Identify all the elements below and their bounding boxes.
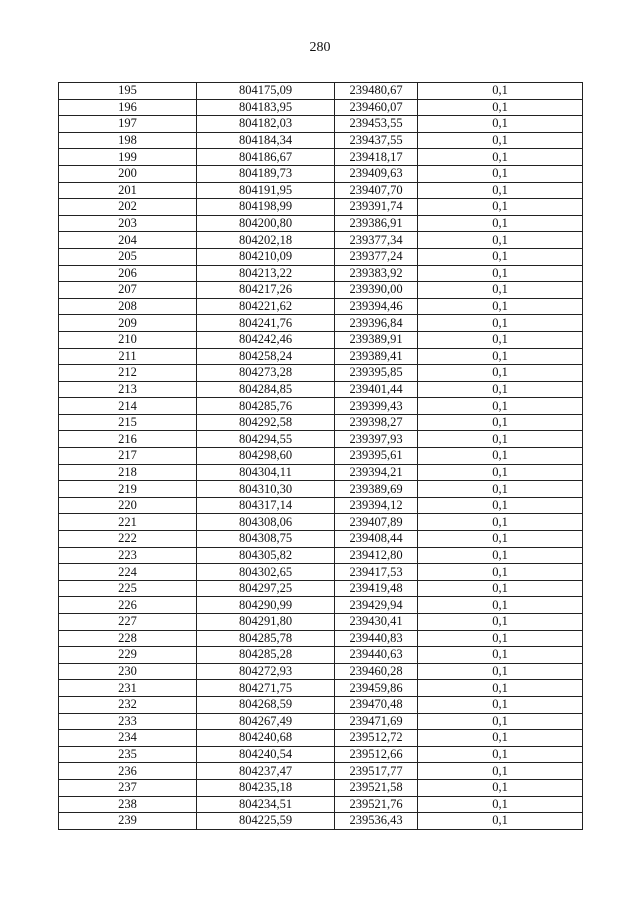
table-row [59,414,583,431]
point-number-cell: 215 [59,414,197,431]
accuracy-cell: 0,1 [418,730,583,747]
accuracy-cell: 0,1 [418,514,583,531]
point-number-cell: 212 [59,365,197,382]
y-coordinate-cell: 239480,67 [335,83,418,100]
x-coordinate-cell: 804191,95 [197,182,335,199]
x-coordinate-cell: 804234,51 [197,796,335,813]
table-row [59,331,583,348]
table-row [59,365,583,382]
x-coordinate-cell: 804285,76 [197,398,335,415]
point-number-cell: 216 [59,431,197,448]
y-coordinate-cell: 239412,80 [335,547,418,564]
accuracy-cell: 0,1 [418,182,583,199]
point-number-cell: 214 [59,398,197,415]
point-number-cell: 230 [59,663,197,680]
x-coordinate-cell: 804291,80 [197,614,335,631]
point-number-cell: 197 [59,116,197,133]
x-coordinate-cell: 804268,59 [197,696,335,713]
table-row [59,630,583,647]
table-row [59,116,583,133]
accuracy-cell: 0,1 [418,215,583,232]
point-number-cell: 203 [59,215,197,232]
table-row [59,481,583,498]
point-number-cell: 235 [59,746,197,763]
table-row [59,132,583,149]
accuracy-cell: 0,1 [418,99,583,116]
x-coordinate-cell: 804308,06 [197,514,335,531]
y-coordinate-cell: 239437,55 [335,132,418,149]
table-row [59,547,583,564]
x-coordinate-cell: 804210,09 [197,248,335,265]
point-number-cell: 224 [59,564,197,581]
x-coordinate-cell: 804235,18 [197,779,335,796]
y-coordinate-cell: 239512,66 [335,746,418,763]
x-coordinate-cell: 804241,76 [197,315,335,332]
point-number-cell: 220 [59,497,197,514]
table-row [59,298,583,315]
accuracy-cell: 0,1 [418,564,583,581]
y-coordinate-cell: 239418,17 [335,149,418,166]
y-coordinate-cell: 239521,76 [335,796,418,813]
table-row [59,696,583,713]
point-number-cell: 238 [59,796,197,813]
x-coordinate-cell: 804267,49 [197,713,335,730]
accuracy-cell: 0,1 [418,232,583,249]
y-coordinate-cell: 239397,93 [335,431,418,448]
x-coordinate-cell: 804273,28 [197,365,335,382]
accuracy-cell: 0,1 [418,680,583,697]
x-coordinate-cell: 804183,95 [197,99,335,116]
table-row [59,713,583,730]
accuracy-cell: 0,1 [418,647,583,664]
y-coordinate-cell: 239407,89 [335,514,418,531]
point-number-cell: 226 [59,597,197,614]
x-coordinate-cell: 804225,59 [197,813,335,830]
table-row [59,647,583,664]
point-number-cell: 236 [59,763,197,780]
x-coordinate-cell: 804186,67 [197,149,335,166]
table-row [59,381,583,398]
accuracy-cell: 0,1 [418,165,583,182]
table-row [59,730,583,747]
table-row [59,83,583,100]
x-coordinate-cell: 804182,03 [197,116,335,133]
y-coordinate-cell: 239396,84 [335,315,418,332]
x-coordinate-cell: 804202,18 [197,232,335,249]
x-coordinate-cell: 804285,78 [197,630,335,647]
y-coordinate-cell: 239383,92 [335,265,418,282]
y-coordinate-cell: 239394,46 [335,298,418,315]
accuracy-cell: 0,1 [418,614,583,631]
x-coordinate-cell: 804198,99 [197,199,335,216]
y-coordinate-cell: 239395,85 [335,365,418,382]
point-number-cell: 199 [59,149,197,166]
x-coordinate-cell: 804297,25 [197,580,335,597]
x-coordinate-cell: 804308,75 [197,531,335,548]
table-row [59,265,583,282]
point-number-cell: 206 [59,265,197,282]
y-coordinate-cell: 239521,58 [335,779,418,796]
accuracy-cell: 0,1 [418,365,583,382]
y-coordinate-cell: 239429,94 [335,597,418,614]
point-number-cell: 231 [59,680,197,697]
x-coordinate-cell: 804221,62 [197,298,335,315]
point-number-cell: 204 [59,232,197,249]
table-row [59,215,583,232]
x-coordinate-cell: 804317,14 [197,497,335,514]
y-coordinate-cell: 239512,72 [335,730,418,747]
x-coordinate-cell: 804294,55 [197,431,335,448]
accuracy-cell: 0,1 [418,315,583,332]
accuracy-cell: 0,1 [418,580,583,597]
coordinates-table-body [59,83,583,830]
point-number-cell: 227 [59,614,197,631]
y-coordinate-cell: 239399,43 [335,398,418,415]
accuracy-cell: 0,1 [418,481,583,498]
y-coordinate-cell: 239409,63 [335,165,418,182]
point-number-cell: 234 [59,730,197,747]
table-row [59,149,583,166]
table-row [59,663,583,680]
x-coordinate-cell: 804175,09 [197,83,335,100]
table-row [59,580,583,597]
accuracy-cell: 0,1 [418,696,583,713]
x-coordinate-cell: 804305,82 [197,547,335,564]
accuracy-cell: 0,1 [418,497,583,514]
accuracy-cell: 0,1 [418,265,583,282]
y-coordinate-cell: 239536,43 [335,813,418,830]
accuracy-cell: 0,1 [418,116,583,133]
x-coordinate-cell: 804290,99 [197,597,335,614]
table-row [59,448,583,465]
x-coordinate-cell: 804292,58 [197,414,335,431]
y-coordinate-cell: 239430,41 [335,614,418,631]
y-coordinate-cell: 239460,07 [335,99,418,116]
accuracy-cell: 0,1 [418,763,583,780]
accuracy-cell: 0,1 [418,331,583,348]
y-coordinate-cell: 239389,91 [335,331,418,348]
table-row [59,497,583,514]
table-row [59,431,583,448]
point-number-cell: 228 [59,630,197,647]
x-coordinate-cell: 804258,24 [197,348,335,365]
accuracy-cell: 0,1 [418,431,583,448]
accuracy-cell: 0,1 [418,597,583,614]
point-number-cell: 225 [59,580,197,597]
point-number-cell: 205 [59,248,197,265]
point-number-cell: 219 [59,481,197,498]
point-number-cell: 237 [59,779,197,796]
accuracy-cell: 0,1 [418,381,583,398]
table-row [59,531,583,548]
table-row [59,315,583,332]
point-number-cell: 201 [59,182,197,199]
y-coordinate-cell: 239470,48 [335,696,418,713]
table-row [59,614,583,631]
y-coordinate-cell: 239394,12 [335,497,418,514]
point-number-cell: 211 [59,348,197,365]
accuracy-cell: 0,1 [418,531,583,548]
y-coordinate-cell: 239417,53 [335,564,418,581]
y-coordinate-cell: 239401,44 [335,381,418,398]
table-row [59,199,583,216]
page-number: 280 [309,40,331,55]
table-row [59,232,583,249]
table-row [59,464,583,481]
accuracy-cell: 0,1 [418,547,583,564]
y-coordinate-cell: 239377,34 [335,232,418,249]
point-number-cell: 210 [59,331,197,348]
accuracy-cell: 0,1 [418,348,583,365]
accuracy-cell: 0,1 [418,713,583,730]
x-coordinate-cell: 804237,47 [197,763,335,780]
table-row [59,348,583,365]
point-number-cell: 239 [59,813,197,830]
y-coordinate-cell: 239460,28 [335,663,418,680]
table-row [59,746,583,763]
point-number-cell: 200 [59,165,197,182]
point-number-cell: 207 [59,282,197,299]
y-coordinate-cell: 239459,86 [335,680,418,697]
accuracy-cell: 0,1 [418,813,583,830]
y-coordinate-cell: 239407,70 [335,182,418,199]
x-coordinate-cell: 804271,75 [197,680,335,697]
table-row [59,514,583,531]
table-row [59,813,583,830]
x-coordinate-cell: 804184,34 [197,132,335,149]
y-coordinate-cell: 239390,00 [335,282,418,299]
table-row [59,564,583,581]
point-number-cell: 202 [59,199,197,216]
table-row [59,248,583,265]
y-coordinate-cell: 239440,83 [335,630,418,647]
accuracy-cell: 0,1 [418,282,583,299]
point-number-cell: 232 [59,696,197,713]
y-coordinate-cell: 239453,55 [335,116,418,133]
point-number-cell: 209 [59,315,197,332]
accuracy-cell: 0,1 [418,414,583,431]
x-coordinate-cell: 804189,73 [197,165,335,182]
table-row [59,680,583,697]
table-row [59,182,583,199]
point-number-cell: 195 [59,83,197,100]
point-number-cell: 222 [59,531,197,548]
table-row [59,597,583,614]
x-coordinate-cell: 804298,60 [197,448,335,465]
x-coordinate-cell: 804272,93 [197,663,335,680]
accuracy-cell: 0,1 [418,796,583,813]
y-coordinate-cell: 239471,69 [335,713,418,730]
y-coordinate-cell: 239386,91 [335,215,418,232]
y-coordinate-cell: 239440,63 [335,647,418,664]
accuracy-cell: 0,1 [418,746,583,763]
point-number-cell: 218 [59,464,197,481]
y-coordinate-cell: 239389,41 [335,348,418,365]
x-coordinate-cell: 804302,65 [197,564,335,581]
table-row [59,779,583,796]
y-coordinate-cell: 239517,77 [335,763,418,780]
accuracy-cell: 0,1 [418,132,583,149]
accuracy-cell: 0,1 [418,248,583,265]
x-coordinate-cell: 804242,46 [197,331,335,348]
x-coordinate-cell: 804284,85 [197,381,335,398]
x-coordinate-cell: 804240,54 [197,746,335,763]
accuracy-cell: 0,1 [418,298,583,315]
table-row [59,763,583,780]
x-coordinate-cell: 804217,26 [197,282,335,299]
point-number-cell: 196 [59,99,197,116]
accuracy-cell: 0,1 [418,199,583,216]
point-number-cell: 208 [59,298,197,315]
accuracy-cell: 0,1 [418,83,583,100]
table-row [59,99,583,116]
accuracy-cell: 0,1 [418,448,583,465]
point-number-cell: 217 [59,448,197,465]
y-coordinate-cell: 239391,74 [335,199,418,216]
accuracy-cell: 0,1 [418,663,583,680]
y-coordinate-cell: 239395,61 [335,448,418,465]
table-row [59,796,583,813]
x-coordinate-cell: 804240,68 [197,730,335,747]
accuracy-cell: 0,1 [418,779,583,796]
y-coordinate-cell: 239419,48 [335,580,418,597]
point-number-cell: 233 [59,713,197,730]
table-row [59,398,583,415]
accuracy-cell: 0,1 [418,630,583,647]
accuracy-cell: 0,1 [418,149,583,166]
point-number-cell: 221 [59,514,197,531]
y-coordinate-cell: 239389,69 [335,481,418,498]
x-coordinate-cell: 804285,28 [197,647,335,664]
point-number-cell: 213 [59,381,197,398]
point-number-cell: 223 [59,547,197,564]
accuracy-cell: 0,1 [418,464,583,481]
point-number-cell: 229 [59,647,197,664]
table-row [59,282,583,299]
table-row [59,165,583,182]
point-number-cell: 198 [59,132,197,149]
y-coordinate-cell: 239394,21 [335,464,418,481]
x-coordinate-cell: 804213,22 [197,265,335,282]
y-coordinate-cell: 239408,44 [335,531,418,548]
y-coordinate-cell: 239377,24 [335,248,418,265]
x-coordinate-cell: 804200,80 [197,215,335,232]
x-coordinate-cell: 804304,11 [197,464,335,481]
coordinates-table [58,82,583,830]
x-coordinate-cell: 804310,30 [197,481,335,498]
accuracy-cell: 0,1 [418,398,583,415]
y-coordinate-cell: 239398,27 [335,414,418,431]
